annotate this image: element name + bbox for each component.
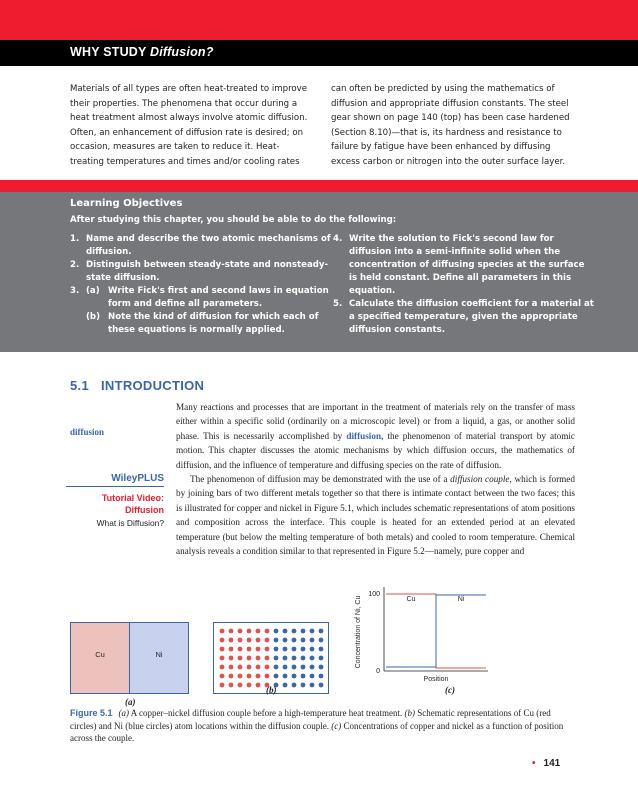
chart-y-axis-label: Concentration of Ni, Cu: [355, 595, 362, 669]
objective-number: 1.: [70, 234, 80, 244]
cu-atom: [247, 638, 252, 643]
learning-objectives-left-list: [70, 233, 332, 337]
why-study-column-1: Materials of all types are often heat-treated to improve their properties. The phenomena that occur during a heat treatment almost always involve atomic diffusion. Often, an enhancement of diffusion rate is desired; on occasion, measures are taken to reduce it. Heat-treating temperatures and times and/or cooling rates: [70, 84, 308, 167]
objective-number: 2.: [70, 260, 80, 270]
ni-atom: [301, 638, 306, 643]
paragraph: Many reactions and processes that are important in the treatment of materials rely on the transfer of mass either within a specific solid (ordinarily on a microscopic level) or from a liquid, a gas, or another solid phase. This is necessarily accomplished by diffusion, the phenomenon of material transport by atomic motion. This chapter discusses the atomic mechanisms by which diffusion occurs, the mathematics of diffusion, and the influence of temperature and diffusing species on the rate of diffusion.: [176, 402, 576, 470]
cu-atom: [229, 656, 234, 661]
ni-atom: [319, 629, 324, 634]
ni-atom: [310, 683, 315, 688]
chart-tick-max: 100: [368, 591, 380, 598]
cu-atom: [247, 674, 252, 679]
ni-atom: [310, 638, 315, 643]
objective-text: Write the solution to Fick's second law for diffusion into a semi-infinite solid when the concentration of diffusing species at the surface is held constant. Define all parameters in this equation.: [349, 234, 585, 296]
ni-atom: [319, 638, 324, 643]
cu-atom: [247, 647, 252, 652]
ni-atom: [310, 656, 315, 661]
section-body: [176, 400, 575, 558]
objective-sub-text: Write Fick's first and second laws in equation form and define all parameters.: [108, 286, 329, 309]
why-study-title: WHY STUDY Diffusion?: [70, 45, 214, 59]
cu-atom: [238, 683, 243, 688]
ni-atom: [319, 647, 324, 652]
ni-atom: [310, 665, 315, 670]
diffusion-term: diffusion,: [346, 430, 384, 441]
cu-atom: [238, 647, 243, 652]
objective-text: Name and describe the two atomic mechanisms of diffusion.: [86, 234, 331, 257]
section-number: 5.1: [70, 378, 89, 393]
section-heading: [70, 378, 204, 393]
figure-b-atom-grid: [213, 622, 329, 694]
objective-sub-label: (b): [86, 312, 101, 322]
wileyplus-label: WileyPLUS: [66, 473, 164, 487]
objective-number: 3.: [70, 286, 80, 296]
cu-atom: [265, 638, 270, 643]
ni-atom: [310, 674, 315, 679]
cu-atom: [220, 683, 225, 688]
cu-atom: [265, 629, 270, 634]
figure-caption: Figure 5.1 (a) A copper–nickel diffusion couple before a high-temperature heat treatment. (b) Schematic representations of Cu (red circles) and Ni (blue circles) atom locations within the diffusion couple. (c) Concentrations of copper and nickel as a function of position across the couple.: [70, 708, 564, 744]
learning-objectives-red-bar: [0, 180, 638, 192]
ni-atom: [292, 665, 297, 670]
ni-atom: [274, 647, 279, 652]
nickel-bar: Ni: [129, 622, 189, 694]
cu-atom: [256, 638, 261, 643]
objective-item: [70, 259, 332, 285]
cu-atom: [220, 665, 225, 670]
series-label-ni: Ni: [457, 596, 465, 603]
cu-atom: [220, 656, 225, 661]
section-title: INTRODUCTION: [100, 378, 205, 393]
figure-a-couple: [70, 622, 190, 694]
series-line-ni: [386, 595, 486, 667]
cu-atom: [256, 683, 261, 688]
cu-atom: [220, 647, 225, 652]
caption-figure-label: Figure 5.1: [70, 708, 113, 718]
objective-item: [333, 298, 595, 337]
cu-atom: [238, 674, 243, 679]
ni-atom: [301, 629, 306, 634]
ni-atom: [274, 629, 279, 634]
why-study-banner: [0, 40, 638, 66]
ni-atom: [292, 656, 297, 661]
ni-atom: [301, 656, 306, 661]
cu-atom: [229, 638, 234, 643]
objective-sub-label: (a): [86, 286, 100, 296]
cu-atom: [256, 674, 261, 679]
figure-c-label: (c): [445, 685, 455, 695]
ni-atom: [292, 638, 297, 643]
ni-atom: [274, 656, 279, 661]
cu-atom: [265, 647, 270, 652]
figure-c-concentration-chart: [350, 585, 490, 685]
ni-atom: [292, 629, 297, 634]
ni-atom: [283, 629, 288, 634]
figure-b-label: (b): [266, 685, 277, 695]
cu-atom: [265, 674, 270, 679]
objective-text: Calculate the diffusion coefficient for a material at a specified temperature, given the appropriate diffusion constants.: [349, 299, 594, 335]
ni-atom: [274, 638, 279, 643]
cu-atom: [265, 665, 270, 670]
ni-atom: [319, 683, 324, 688]
cu-atom: [256, 665, 261, 670]
objective-text: Distinguish between steady-state and nonsteady-state diffusion.: [86, 260, 329, 283]
cu-atom: [238, 656, 243, 661]
cu-atom: [229, 665, 234, 670]
cu-atom: [229, 674, 234, 679]
ni-atom: [310, 647, 315, 652]
cu-atom: [220, 638, 225, 643]
cu-atom: [247, 656, 252, 661]
cu-atom: [229, 683, 234, 688]
objective-item: [333, 233, 595, 298]
ni-atom: [283, 683, 288, 688]
cu-atom: [256, 647, 261, 652]
margin-glossary-term: diffusion: [70, 427, 105, 437]
cu-atom: [229, 629, 234, 634]
figure-a-label: (a): [125, 697, 136, 707]
ni-atom: [283, 647, 288, 652]
ni-atom: [319, 656, 324, 661]
ni-atom: [274, 674, 279, 679]
cu-atom: [265, 656, 270, 661]
ni-atom: [292, 683, 297, 688]
objective-number: 4.: [333, 234, 343, 244]
ni-atom: [301, 647, 306, 652]
ni-atom: [319, 665, 324, 670]
cu-atom: [220, 629, 225, 634]
tutorial-video-link[interactable]: Tutorial Video: Diffusion: [101, 493, 164, 515]
ni-atom: [292, 647, 297, 652]
diffusion-couple-term: diffusion couple,: [450, 474, 512, 485]
learning-objectives-right-list: [333, 233, 595, 337]
cu-atom: [247, 629, 252, 634]
cu-atom: [256, 656, 261, 661]
cu-atom: [238, 638, 243, 643]
page-bullet: •: [532, 758, 536, 769]
ni-atom: [274, 665, 279, 670]
learning-objectives-title: Learning Objectives: [70, 198, 183, 209]
cu-atom: [256, 629, 261, 634]
cu-atom: [247, 683, 252, 688]
ni-atom: [301, 665, 306, 670]
chart-tick-min: 0: [376, 668, 380, 675]
tutorial-question: What is Diffusion?: [96, 518, 164, 528]
objective-item: [70, 285, 332, 311]
ni-atom: [319, 674, 324, 679]
why-study-column-2: can often be predicted by using the mathematics of diffusion and appropriate diffusion constants. The steel gear shown on page 140 (top) has been case hardened (Section 8.10)—that is, its hardness and resistance to failure by fatigue have been enhanced by diffusing excess carbon or nitrogen into the outer surface layer.: [331, 84, 570, 167]
copper-bar: Cu: [70, 622, 129, 694]
cu-atom: [220, 674, 225, 679]
ni-atom: [283, 674, 288, 679]
learning-objectives-intro: After studying this chapter, you should be able to do the following:: [70, 215, 397, 225]
page-number: • 141: [532, 758, 561, 769]
objective-item: [70, 233, 332, 259]
cu-atom: [229, 647, 234, 652]
objective-sub-text: Note the kind of diffusion for which each of these equations is normally applied.: [108, 312, 319, 335]
paragraph: The phenomenon of diffusion may be demonstrated with the use of a diffusion couple, which is formed by joining bars of two different metals together so that there is intimate contact between the two faces; this is illustrated for copper and nickel in Figure 5.1, which includes schematic representations of atom positions and composition across the interface. This couple is heated for an extended period at an elevated temperature (but below the melting temperature of both metals) and cooled to room temperature. Chemical analysis reveals a condition similar to that represented in Figure 5.2—namely, pure copper and: [176, 474, 575, 557]
ni-atom: [283, 638, 288, 643]
cu-atom: [238, 629, 243, 634]
ni-atom: [283, 656, 288, 661]
cu-atom: [247, 665, 252, 670]
objective-number: 5.: [333, 299, 343, 309]
ni-atom: [292, 674, 297, 679]
top-red-band: [0, 0, 638, 40]
ni-atom: [310, 629, 315, 634]
ni-atom: [301, 674, 306, 679]
ni-atom: [301, 683, 306, 688]
cu-atom: [238, 665, 243, 670]
ni-atom: [283, 665, 288, 670]
series-label-cu: Cu: [406, 596, 416, 603]
objective-sub-item: [70, 311, 332, 337]
chart-x-axis-label: Position: [423, 676, 449, 683]
